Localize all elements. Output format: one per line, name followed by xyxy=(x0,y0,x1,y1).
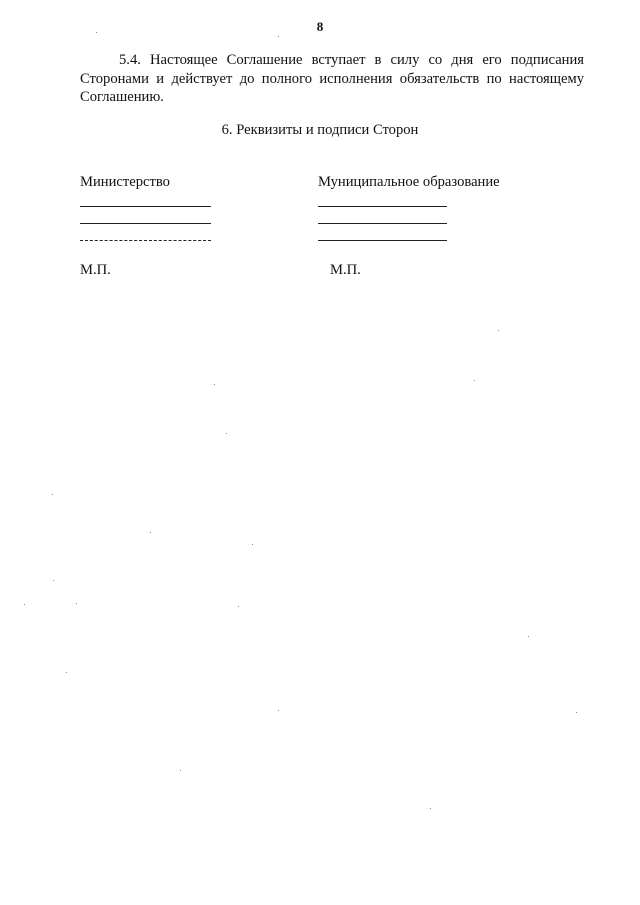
scan-speck xyxy=(226,433,227,434)
scan-speck xyxy=(76,603,77,604)
party-ministry-block xyxy=(80,173,320,191)
scan-speck xyxy=(66,672,67,673)
scan-speck xyxy=(53,580,54,581)
scan-speck xyxy=(474,380,475,381)
scan-speck xyxy=(150,532,151,533)
party-ministry-name: Министерство xyxy=(80,174,170,190)
municipality-signature-line-2 xyxy=(318,223,447,224)
ministry-signature-line-2 xyxy=(80,223,211,224)
scan-speck xyxy=(180,770,181,771)
scan-speck xyxy=(278,710,279,711)
page-number: 8 xyxy=(316,19,324,34)
section-6-heading: 6. Реквизиты и подписи Сторон xyxy=(221,122,419,138)
ministry-stamp-place: М.П. xyxy=(80,262,111,278)
clause-5-4-paragraph: 5.4. Настоящее Соглашение вступает в силу со дня его подписания Сторонами и действует до полного исполнения обязательств по настоящему Соглашению. xyxy=(80,52,584,105)
scan-speck xyxy=(238,606,239,607)
scan-speck xyxy=(252,544,253,545)
scan-speck xyxy=(214,384,215,385)
scan-speck xyxy=(96,32,97,33)
ministry-signature-line-3 xyxy=(80,240,211,241)
party-municipality-name: Муниципальное образование xyxy=(318,174,500,190)
municipality-signature-line-3 xyxy=(318,240,447,241)
scan-speck xyxy=(52,494,53,495)
scan-speck xyxy=(498,330,499,331)
party-municipality-block xyxy=(318,173,578,191)
scan-speck xyxy=(278,36,279,37)
municipality-stamp-place: М.П. xyxy=(330,262,361,278)
ministry-signature-line-1 xyxy=(80,206,211,207)
municipality-signature-line-1 xyxy=(318,206,447,207)
scan-speck xyxy=(24,604,25,605)
scan-speck xyxy=(576,712,577,713)
scan-speck xyxy=(528,636,529,637)
scan-speck xyxy=(430,808,431,809)
